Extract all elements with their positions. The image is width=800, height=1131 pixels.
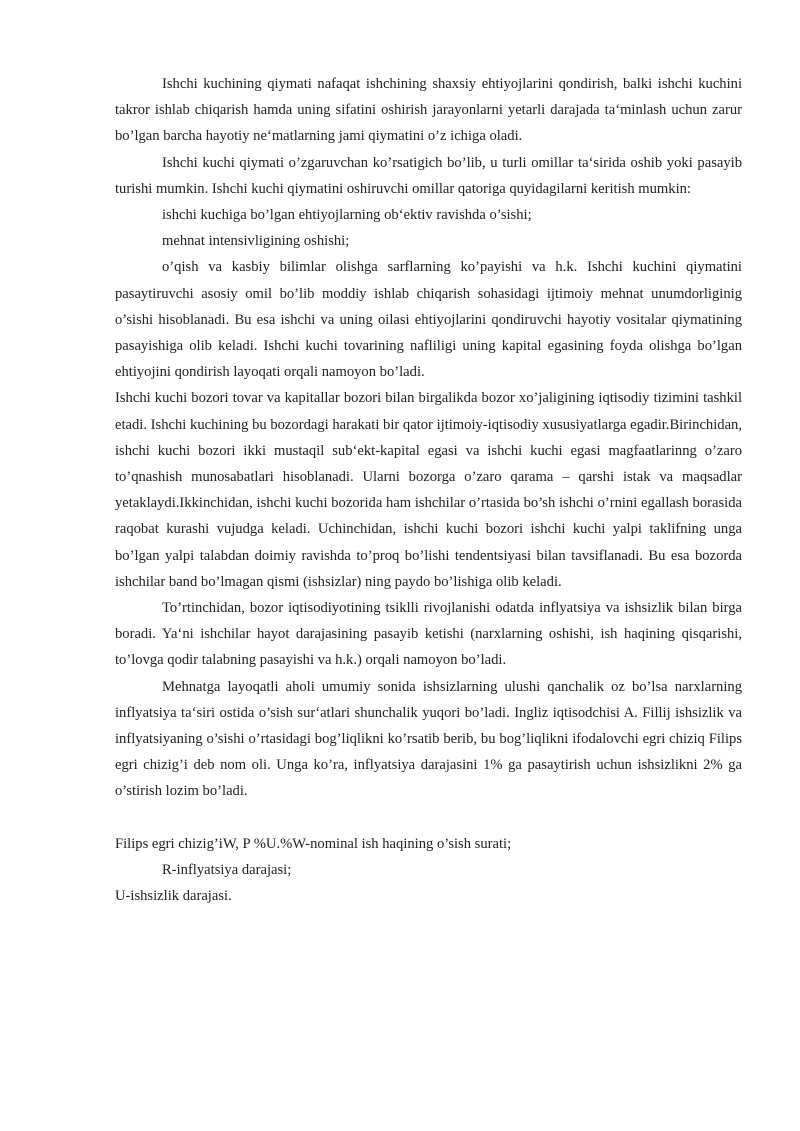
paragraph-labor-value: Ishchi kuchining qiymati nafaqat ishchining shaxsiy ehtiyojlarini qondirish, balki ishchi kuchini takror ishlab chiqarish hamda uning sifatini oshirish jarayonlarni yetarli darajada ta‘minlash uchun zarur bo’lgan barcha hayotiy ne‘matlarning jami qiymatini o’z ichiga oladi.	[115, 76, 742, 145]
paragraph-phillips: Mehnatga layoqatli aholi umumiy sonida ishsizlarning ulushi qanchalik oz bo’lsa narxlarning inflyatsiya ta‘siri ostida o’sish sur‘atlari shunchalik yuqori bo’ladi. Ingliz iqtisodchisi A. Fillij ishsizlik va inflyatsiyaning o’sishi o’rtasidagi bog’liqlikni ko’rsatib berib, bu bog’liqlikni ifodalovchi egri chiziq Filips egri chizig’i deb nom oli. Unga ko’ra, inflyatsiya darajasini 1% ga pasaytirish uchun ishsizlikni 2% ga o’stirish lozim bo’ladi.	[115, 678, 742, 800]
document-body	[115, 71, 742, 909]
list-item-needs-growth: ishchi kuchiga bo’lgan ehtiyojlarning ob‘ektiv ravishda o’sishi;	[162, 207, 532, 224]
formula-phillips-curve: Filips egri chizig’iW, P %U.%W-nominal ish haqining o’sish surati;	[115, 835, 512, 852]
formula-inflation-rate: R-inflyatsiya darajasi;	[162, 862, 292, 879]
paragraph-fourth-point: To’rtinchidan, bozor iqtisodiyotining tsiklli rivojlanishi odatda inflyatsiya va ishsizlik bilan birga boradi. Ya‘ni ishchilar hayot darajasining pasayib ketishi (narxlarning oshishi, ish haqining qisqarishi, to’lovga qodir talabning pasayishi va h.k.) orqali namoyon bo’ladi.	[115, 600, 742, 669]
list-item-intensity: mehnat intensivligining oshishi;	[162, 233, 350, 250]
paragraph-labor-market: Ishchi kuchi bozori tovar va kapitallar bozori bilan birgalikda bozor xo’jaligining iqtisodiy tizimini tashkil etadi. Ishchi kuchining bu bozordagi harakati bir qator ijtimoiy-iqtisodiy xususiyatlarga egadir.Birinchidan, ishchi kuchi bozori ikki mustaqil sub‘ekt-kapital egasi va ishchi kuchi egasi magfaatlarinng o’zaro to’qnashish munosabatlari hisoblanadi. Ularni bozorga o’zaro qarama – qarshi istak va maqsadlar yetaklaydi.Ikkinchidan, ishchi kuchi bozorida ham ishchilar o’rtasida bo’sh ishchi o’rnini egallash borasida raqobat kurashi vujudga keladi. Uchinchidan, ishchi kuchi bozori ishchi kuchi yalpi taklifning unga bo’lgan yalpi talabdan doimiy ravishda to’proq bo’lishi tendentsiyasi bilan tavsiflanadi. Bu esa bozorda ishchilar band bo’lmagan qismi (ishsizlar) ning paydo bo’lishiga olib keladi.	[115, 390, 742, 590]
paragraph-education-costs: o’qish va kasbiy bilimlar olishga sarflarning ko’payishi va h.k. Ishchi kuchini qiymatini pasaytiruvchi asosiy omil bo’lib moddiy ishlab chiqarish sohasidagi ijtimoiy mehnat unumdorliginig o’sishi hisoblanadi. Bu esa ishchi va uning oilasi ehtiyojlarini qondiruvchi hayotiy vositalar qiymatining pasayishiga olib keladi. Ishchi kuchi tovarining nafliligi uning kapital egasining foyda olishga bo’lgan ehtiyojini qondirish layoqati orqali namoyon bo’ladi.	[115, 259, 742, 381]
formula-unemployment-rate: U-ishsizlik darajasi.	[115, 888, 232, 905]
paragraph-value-factors: Ishchi kuchi qiymati o’zgaruvchan ko’rsatigich bo’lib, u turli omillar ta‘sirida oshib yoki pasayib turishi mumkin. Ishchi kuchi qiymatini oshiruvchi omillar qatoriga quyidagilarni keritish mumkin:	[115, 154, 742, 197]
blank-line	[115, 805, 742, 831]
